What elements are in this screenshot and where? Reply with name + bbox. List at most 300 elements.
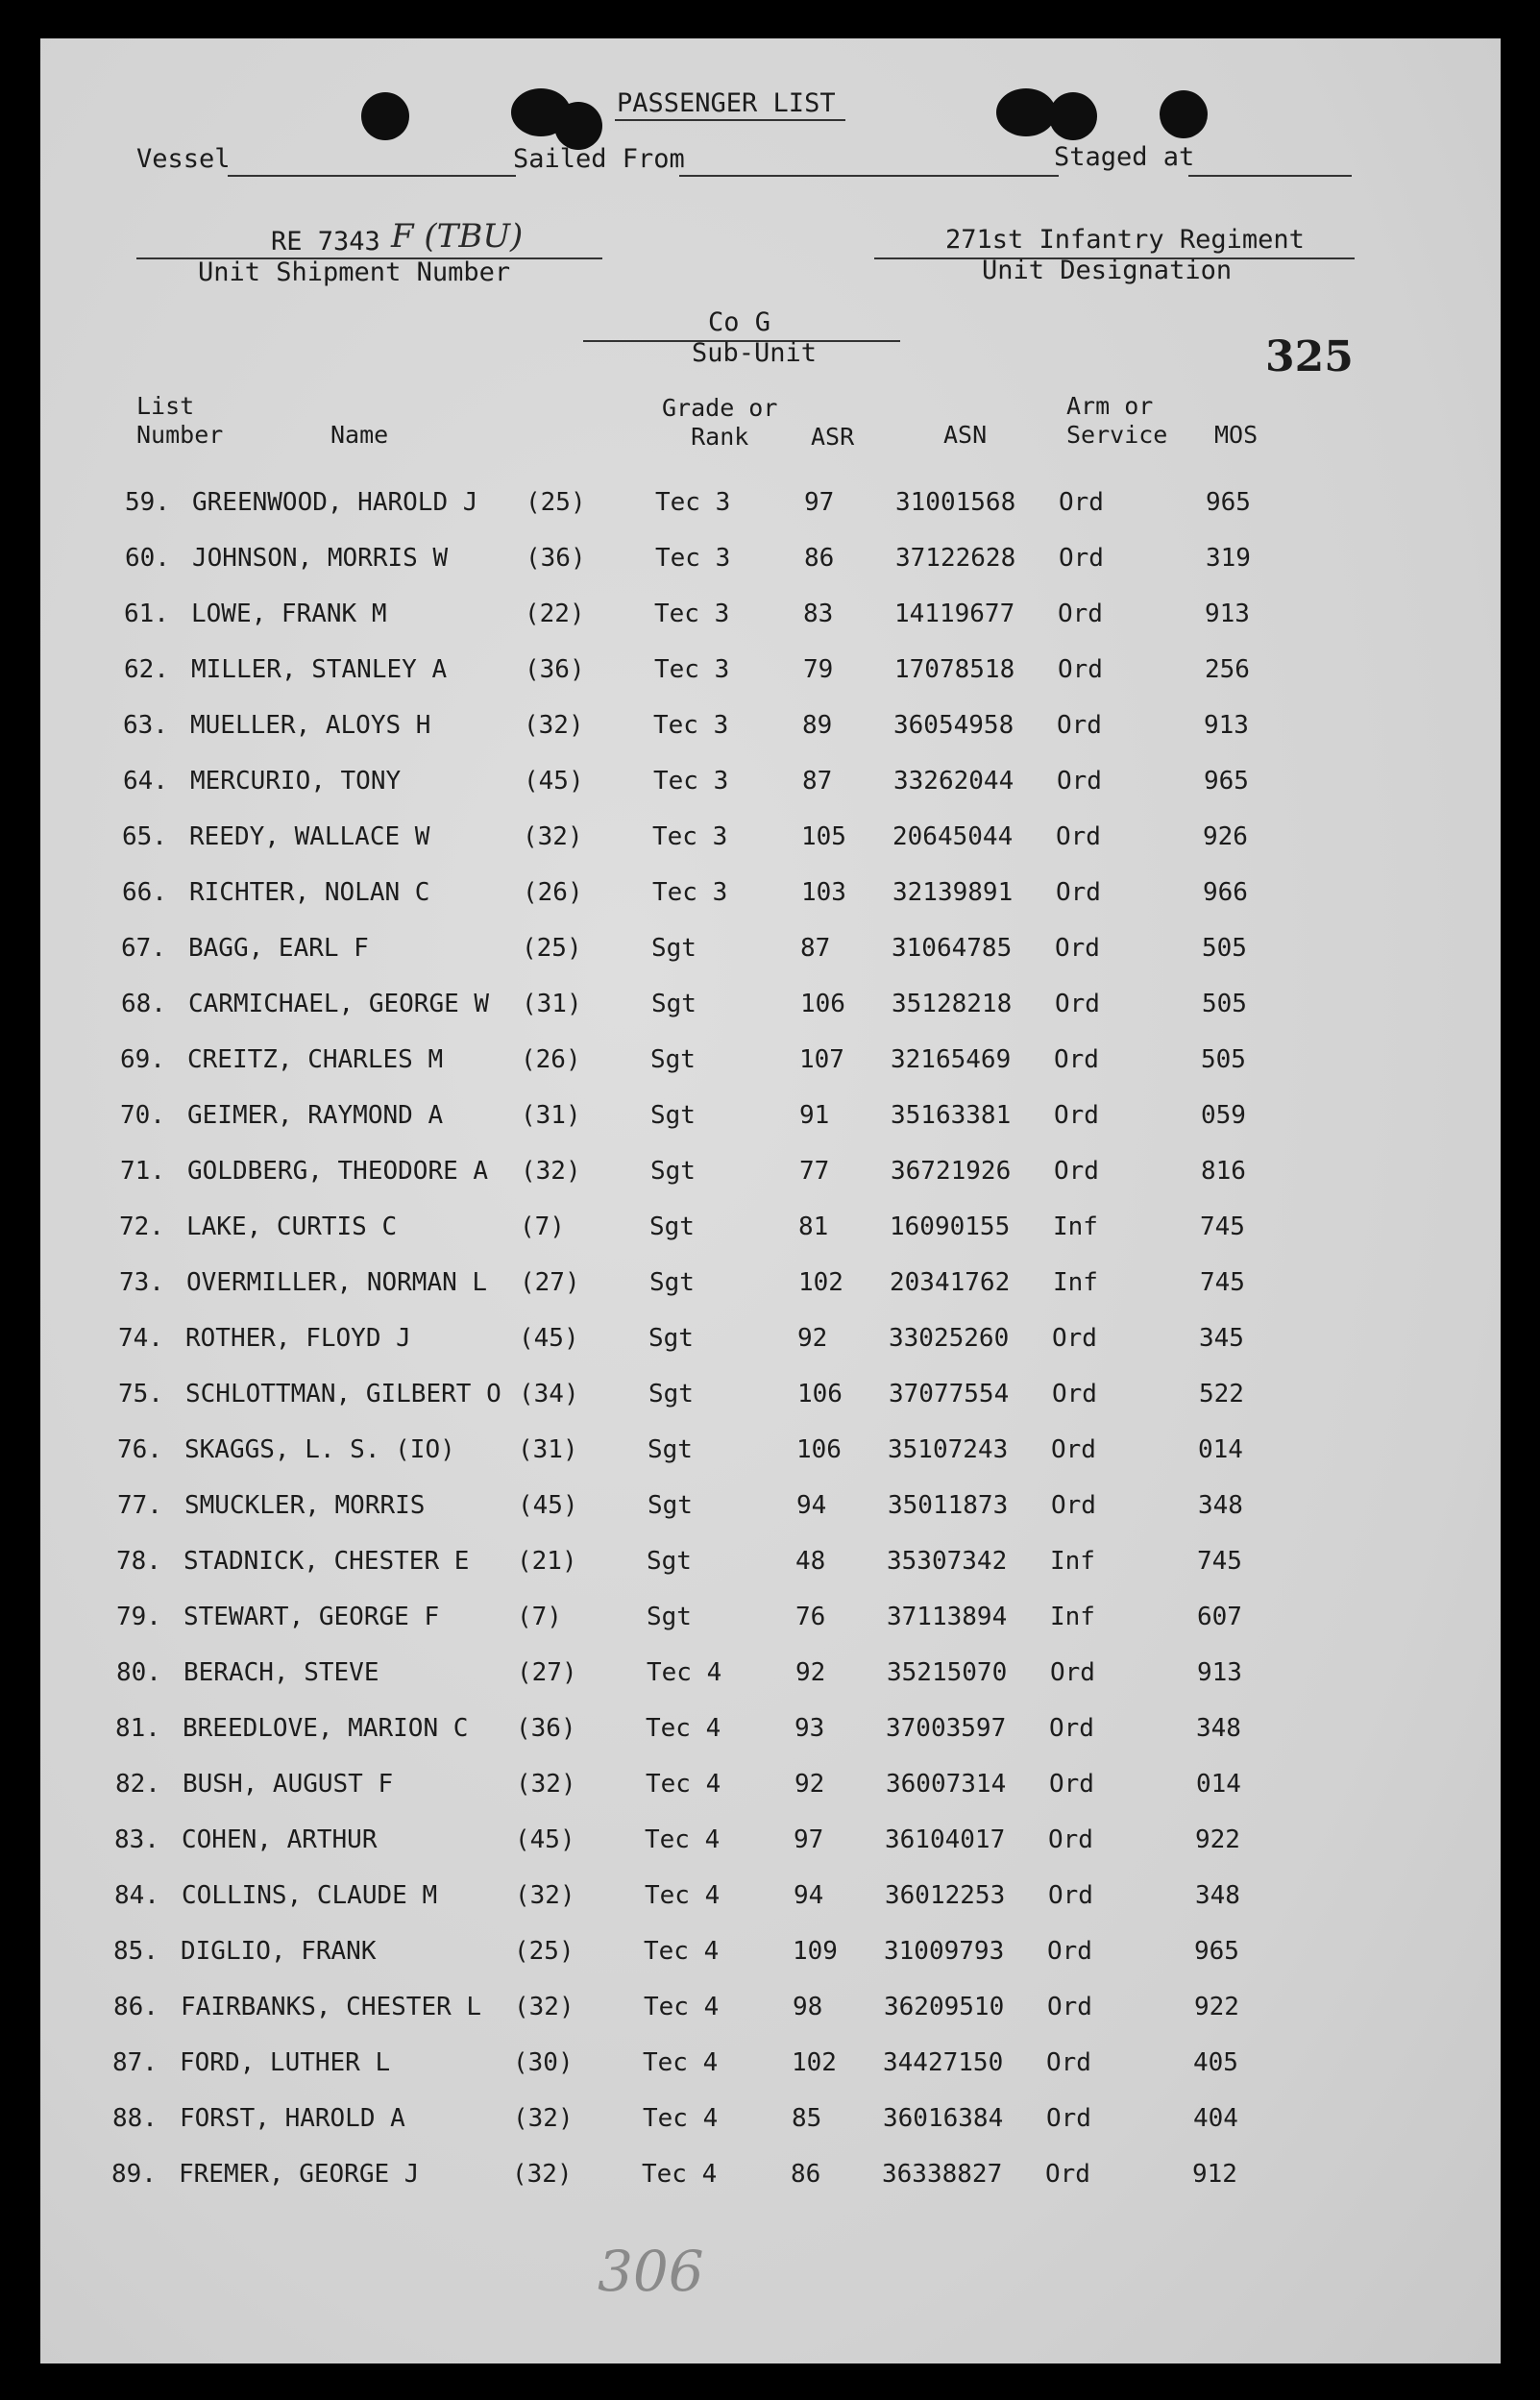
grade-cell: Sgt [647,1547,692,1576]
asn-cell: 37003597 [886,1714,1007,1743]
arm-or-service-cell: Inf [1053,1268,1098,1297]
passenger-name-cell: FORST, HAROLD A [180,2104,405,2133]
list-number-cell: 72. [119,1212,164,1241]
grade-cell: Tec 3 [654,655,730,684]
punch-hole [996,88,1056,136]
passenger-name-cell: MILLER, STANLEY A [191,655,448,684]
table-row [36,1101,1496,1139]
mos-cell: 912 [1192,2160,1237,2189]
list-number-cell: 74. [118,1324,163,1353]
unit-designation-value: 271st Infantry Regiment [945,225,1305,255]
age-cell: (7) [517,1603,562,1631]
asn-cell: 36721926 [891,1157,1012,1186]
mos-cell: 345 [1199,1324,1244,1353]
mos-cell: 965 [1204,767,1249,796]
asr-cell: 94 [796,1491,827,1520]
asn-cell: 35128218 [892,990,1013,1018]
asr-cell: 77 [799,1157,830,1186]
list-number-cell: 67. [121,934,166,963]
arm-or-service-cell: Ord [1056,878,1101,907]
passenger-name-cell: COHEN, ARTHUR [182,1825,378,1854]
staged-at-blank [1188,175,1352,177]
asn-cell: 31001568 [895,488,1016,517]
table-row [27,2160,1487,2198]
table-row [32,1603,1492,1641]
asr-cell: 86 [791,2160,821,2189]
table-row [38,767,1499,805]
age-cell: (45) [524,767,584,796]
asr-cell: 91 [799,1101,830,1130]
mos-cell: 607 [1197,1603,1242,1631]
table-row [34,1324,1494,1362]
list-number-cell: 84. [114,1881,159,1910]
asn-cell: 33262044 [893,767,1014,796]
passenger-name-cell: SMUCKLER, MORRIS [184,1491,426,1520]
age-cell: (26) [521,1045,581,1074]
passenger-name-cell: STEWART, GEORGE F [183,1603,440,1631]
table-row [30,1825,1490,1864]
unit-shipment-value: RE 7343 [271,227,380,257]
asn-cell: 36104017 [885,1825,1006,1854]
list-number-cell: 82. [115,1770,160,1799]
mos-cell: 966 [1203,878,1248,907]
unit-designation-label: Unit Designation [982,256,1233,285]
table-row [40,488,1501,527]
age-cell: (26) [523,878,583,907]
arm-or-service-cell: Inf [1053,1212,1098,1241]
arm-or-service-cell: Ord [1059,488,1104,517]
mos-cell: 922 [1195,1825,1240,1854]
table-row [40,544,1501,582]
age-cell: (32) [514,1993,574,2021]
mos-cell: 913 [1197,1658,1242,1687]
asr-cell: 76 [795,1603,826,1631]
asr-cell: 102 [798,1268,843,1297]
passenger-name-cell: BERACH, STEVE [183,1658,379,1687]
table-row [35,1268,1495,1307]
table-row [39,655,1500,694]
page-title: PASSENGER LIST [617,88,836,118]
asr-cell: 103 [801,878,846,907]
list-number-cell: 60. [125,544,170,573]
table-row [37,822,1498,861]
age-cell: (27) [520,1268,580,1297]
arm-or-service-cell: Ord [1051,1491,1096,1520]
asr-cell: 107 [799,1045,844,1074]
grade-cell: Sgt [648,1491,693,1520]
asn-cell: 35163381 [891,1101,1012,1130]
arm-or-service-cell: Ord [1055,990,1100,1018]
punch-hole [361,92,409,140]
table-row [35,1212,1495,1251]
sub-unit-value: Co G [708,307,771,337]
table-row [32,1658,1492,1697]
asn-cell: 14119677 [894,600,1015,628]
list-number-cell: 75. [118,1380,163,1408]
list-number-cell: 70. [120,1101,165,1130]
arm-or-service-cell: Ord [1048,1825,1093,1854]
arm-or-service-cell: Ord [1054,1101,1099,1130]
asr-cell: 81 [798,1212,829,1241]
arm-or-service-cell: Ord [1054,1045,1099,1074]
list-number-cell: 85. [113,1937,159,1966]
table-row [32,1547,1492,1585]
mos-cell: 404 [1193,2104,1238,2133]
asn-cell: 17078518 [894,655,1015,684]
asn-cell: 32165469 [891,1045,1012,1074]
age-cell: (36) [516,1714,576,1743]
arm-or-service-cell: Ord [1058,600,1103,628]
grade-cell: Sgt [651,990,697,1018]
arm-or-service-cell: Ord [1052,1324,1097,1353]
mos-cell: 014 [1196,1770,1241,1799]
table-row [34,1380,1494,1418]
mos-cell: 059 [1201,1101,1246,1130]
grade-cell: Sgt [648,1324,694,1353]
table-row [29,1937,1489,1975]
asr-cell: 106 [797,1380,843,1408]
asr-cell: 109 [793,1937,838,1966]
passenger-name-cell: BAGG, EARL F [188,934,369,963]
age-cell: (21) [517,1547,577,1576]
table-row [37,878,1498,917]
grade-cell: Tec 3 [654,600,730,628]
arm-or-service-cell: Inf [1050,1603,1095,1631]
sub-unit-label: Sub-Unit [692,338,818,368]
arm-or-service-cell: Ord [1047,1937,1092,1966]
list-number-cell: 83. [114,1825,159,1854]
asr-cell: 87 [802,767,833,796]
age-cell: (31) [521,1101,581,1130]
grade-cell: Tec 4 [646,1714,721,1743]
arm-or-service-cell: Inf [1050,1547,1095,1576]
table-row [29,1993,1489,2031]
age-cell: (32) [521,1157,581,1186]
table-row [36,1157,1496,1195]
mos-cell: 745 [1197,1547,1242,1576]
list-number-cell: 77. [117,1491,162,1520]
age-cell: (34) [519,1380,579,1408]
age-cell: (45) [518,1491,578,1520]
passenger-name-cell: FREMER, GEORGE J [179,2160,420,2189]
age-cell: (32) [524,711,584,740]
arm-or-service-cell: Ord [1058,655,1103,684]
asn-cell: 31064785 [892,934,1013,963]
asn-cell: 32139891 [892,878,1014,907]
staged-at-label: Staged at [1054,142,1195,172]
passenger-name-cell: STADNICK, CHESTER E [183,1547,470,1576]
age-cell: (32) [512,2160,573,2189]
grade-cell: Sgt [651,934,697,963]
asr-cell: 94 [794,1881,824,1910]
mos-cell: 348 [1195,1881,1240,1910]
list-number-cell: 81. [115,1714,160,1743]
age-cell: (45) [515,1825,575,1854]
table-row [31,1770,1491,1808]
mos-cell: 505 [1202,934,1247,963]
grade-cell: Sgt [647,1603,692,1631]
age-cell: (7) [520,1212,565,1241]
mos-cell: 505 [1202,990,1247,1018]
arm-or-service-cell: Ord [1050,1658,1095,1687]
asn-cell: 16090155 [890,1212,1011,1241]
asn-cell: 36007314 [886,1770,1007,1799]
table-row [31,1714,1491,1752]
vessel-label: Vessel [136,144,231,174]
asr-cell: 83 [803,600,834,628]
age-cell: (32) [515,1881,575,1910]
grade-cell: Tec 4 [643,2104,719,2133]
list-number-cell: 66. [122,878,167,907]
table-row [38,711,1499,749]
punch-hole [1049,92,1097,140]
column-header-list-number: List Number [136,392,224,449]
age-cell: (30) [513,2048,574,2077]
age-cell: (32) [523,822,583,851]
grade-cell: Tec 3 [653,711,729,740]
list-number-cell: 88. [112,2104,158,2133]
arm-or-service-cell: Ord [1057,711,1102,740]
asn-cell: 35215070 [887,1658,1008,1687]
grade-cell: Tec 3 [655,488,731,517]
age-cell: (36) [526,544,586,573]
sailed-from-label: Sailed From [513,144,685,174]
grade-cell: Tec 3 [652,878,728,907]
table-row [39,600,1500,638]
mos-cell: 965 [1194,1937,1239,1966]
mos-cell: 256 [1205,655,1250,684]
age-cell: (25) [514,1937,574,1966]
passenger-name-cell: JOHNSON, MORRIS W [192,544,449,573]
arm-or-service-cell: Ord [1049,1714,1094,1743]
mos-cell: 745 [1200,1268,1245,1297]
asn-cell: 20341762 [890,1268,1011,1297]
list-number-cell: 73. [119,1268,164,1297]
passenger-name-cell: GREENWOOD, HAROLD J [192,488,478,517]
mos-cell: 319 [1206,544,1251,573]
age-cell: (31) [518,1435,578,1464]
grade-cell: Tec 4 [644,1993,720,2021]
passenger-name-cell: RICHTER, NOLAN C [189,878,430,907]
age-cell: (36) [525,655,585,684]
arm-or-service-cell: Ord [1048,1881,1093,1910]
grade-cell: Tec 4 [642,2160,718,2189]
passenger-name-cell: FORD, LUTHER L [180,2048,391,2077]
column-header-asn: ASN [943,421,988,449]
grade-cell: Sgt [649,1212,695,1241]
grade-cell: Tec 4 [645,1825,721,1854]
passenger-name-cell: GEIMER, RAYMOND A [187,1101,444,1130]
asn-cell: 37113894 [887,1603,1008,1631]
grade-cell: Tec 3 [652,822,728,851]
passenger-name-cell: GOLDBERG, THEODORE A [187,1157,489,1186]
column-header-name: Name [330,421,389,449]
list-number-cell: 80. [116,1658,161,1687]
asn-cell: 35107243 [888,1435,1009,1464]
grade-cell: Tec 4 [645,1881,721,1910]
passenger-name-cell: ROTHER, FLOYD J [185,1324,411,1353]
table-row [36,1045,1496,1084]
passenger-name-cell: REEDY, WALLACE W [189,822,430,851]
mos-cell: 816 [1201,1157,1246,1186]
grade-cell: Tec 4 [643,2048,719,2077]
grade-cell: Sgt [648,1380,694,1408]
table-row [28,2048,1488,2087]
grade-cell: Tec 4 [644,1937,720,1966]
list-number-cell: 68. [121,990,166,1018]
unit-shipment-handwritten: F (TBU) [391,217,524,256]
passenger-name-cell: SCHLOTTMAN, GILBERT O [185,1380,501,1408]
asr-cell: 105 [801,822,846,851]
arm-or-service-cell: Ord [1046,2048,1091,2077]
age-cell: (45) [519,1324,579,1353]
mos-cell: 965 [1206,488,1251,517]
asr-cell: 92 [794,1770,825,1799]
grade-cell: Sgt [649,1268,695,1297]
asr-cell: 48 [795,1547,826,1576]
table-row [28,2104,1488,2143]
mos-cell: 745 [1200,1212,1245,1241]
grade-cell: Tec 4 [646,1770,721,1799]
asn-cell: 37077554 [889,1380,1010,1408]
list-number-cell: 87. [112,2048,158,2077]
unit-shipment-label: Unit Shipment Number [198,257,511,287]
passenger-list-page [40,38,1501,2363]
column-header-asr: ASR [811,423,855,451]
arm-or-service-cell: Ord [1045,2160,1090,2189]
punch-hole [1160,90,1208,138]
passenger-name-cell: MUELLER, ALOYS H [190,711,431,740]
passenger-name-cell: SKAGGS, L. S. (IO) [184,1435,455,1464]
age-cell: (27) [517,1658,577,1687]
passenger-name-cell: MERCURIO, TONY [190,767,402,796]
arm-or-service-cell: Ord [1059,544,1104,573]
asr-cell: 97 [804,488,835,517]
mos-cell: 913 [1205,600,1250,628]
passenger-name-cell: CREITZ, CHARLES M [187,1045,444,1074]
mos-cell: 014 [1198,1435,1243,1464]
asr-cell: 106 [800,990,845,1018]
list-number-cell: 76. [117,1435,162,1464]
asr-cell: 98 [793,1993,823,2021]
passenger-name-cell: LOWE, FRANK M [191,600,387,628]
table-row [37,990,1497,1028]
list-number-cell: 62. [124,655,169,684]
grade-cell: Sgt [648,1435,693,1464]
list-number-cell: 61. [124,600,169,628]
asr-cell: 102 [792,2048,837,2077]
grade-cell: Tec 3 [655,544,731,573]
asn-cell: 36012253 [885,1881,1006,1910]
list-number-cell: 59. [125,488,170,517]
asr-cell: 92 [795,1658,826,1687]
table-row [33,1435,1493,1474]
page-number: 325 [1265,332,1354,381]
table-row [37,934,1497,972]
mos-cell: 405 [1193,2048,1238,2077]
asr-cell: 87 [800,934,831,963]
list-number-cell: 65. [122,822,167,851]
age-cell: (25) [526,488,586,517]
asn-cell: 36054958 [893,711,1014,740]
asn-cell: 36016384 [883,2104,1004,2133]
passenger-name-cell: BUSH, AUGUST F [183,1770,394,1799]
arm-or-service-cell: Ord [1054,1157,1099,1186]
arm-or-service-cell: Ord [1046,2104,1091,2133]
passenger-name-cell: COLLINS, CLAUDE M [182,1881,438,1910]
sailed-from-blank [679,175,1059,177]
age-cell: (32) [513,2104,574,2133]
mos-cell: 505 [1201,1045,1246,1074]
grade-cell: Sgt [650,1101,696,1130]
grade-cell: Tec 3 [653,767,729,796]
list-number-cell: 78. [116,1547,161,1576]
passenger-name-cell: BREEDLOVE, MARION C [183,1714,469,1743]
table-row [33,1491,1493,1530]
passenger-name-cell: FAIRBANKS, CHESTER L [181,1993,482,2021]
column-header-grade: Grade or Rank [662,394,778,451]
passenger-name-cell: CARMICHAEL, GEORGE W [188,990,490,1018]
asn-cell: 31009793 [884,1937,1005,1966]
asr-cell: 92 [797,1324,828,1353]
arm-or-service-cell: Ord [1047,1993,1092,2021]
arm-or-service-cell: Ord [1049,1770,1094,1799]
asn-cell: 20645044 [892,822,1014,851]
list-number-cell: 64. [123,767,168,796]
asr-cell: 97 [794,1825,824,1854]
asr-cell: 89 [802,711,833,740]
column-header-mos: MOS [1214,421,1259,449]
asn-cell: 36209510 [884,1993,1005,2021]
passenger-name-cell: OVERMILLER, NORMAN L [186,1268,488,1297]
arm-or-service-cell: Ord [1055,934,1100,963]
arm-or-service-cell: Ord [1057,767,1102,796]
table-row [30,1881,1490,1920]
pencil-note: 306 [598,2239,704,2304]
age-cell: (22) [525,600,585,628]
passenger-name-cell: LAKE, CURTIS C [186,1212,398,1241]
mos-cell: 348 [1196,1714,1241,1743]
passenger-name-cell: DIGLIO, FRANK [181,1937,377,1966]
mos-cell: 913 [1204,711,1249,740]
age-cell: (25) [522,934,582,963]
asr-cell: 85 [792,2104,822,2133]
age-cell: (32) [516,1770,576,1799]
grade-cell: Tec 4 [647,1658,722,1687]
mos-cell: 348 [1198,1491,1243,1520]
asn-cell: 35307342 [887,1547,1008,1576]
asn-cell: 35011873 [888,1491,1009,1520]
list-number-cell: 63. [123,711,168,740]
asr-cell: 93 [794,1714,825,1743]
list-number-cell: 89. [111,2160,157,2189]
arm-or-service-cell: Ord [1052,1380,1097,1408]
arm-or-service-cell: Ord [1056,822,1101,851]
grade-cell: Sgt [650,1157,696,1186]
asn-cell: 33025260 [889,1324,1010,1353]
age-cell: (31) [522,990,582,1018]
mos-cell: 926 [1203,822,1248,851]
list-number-cell: 86. [113,1993,159,2021]
punch-hole [554,102,602,150]
asn-cell: 34427150 [883,2048,1004,2077]
list-number-cell: 79. [116,1603,161,1631]
asn-cell: 37122628 [895,544,1016,573]
title-underline [615,119,845,121]
column-header-arm: Arm or Service [1066,392,1168,449]
mos-cell: 522 [1199,1380,1244,1408]
asr-cell: 86 [804,544,835,573]
